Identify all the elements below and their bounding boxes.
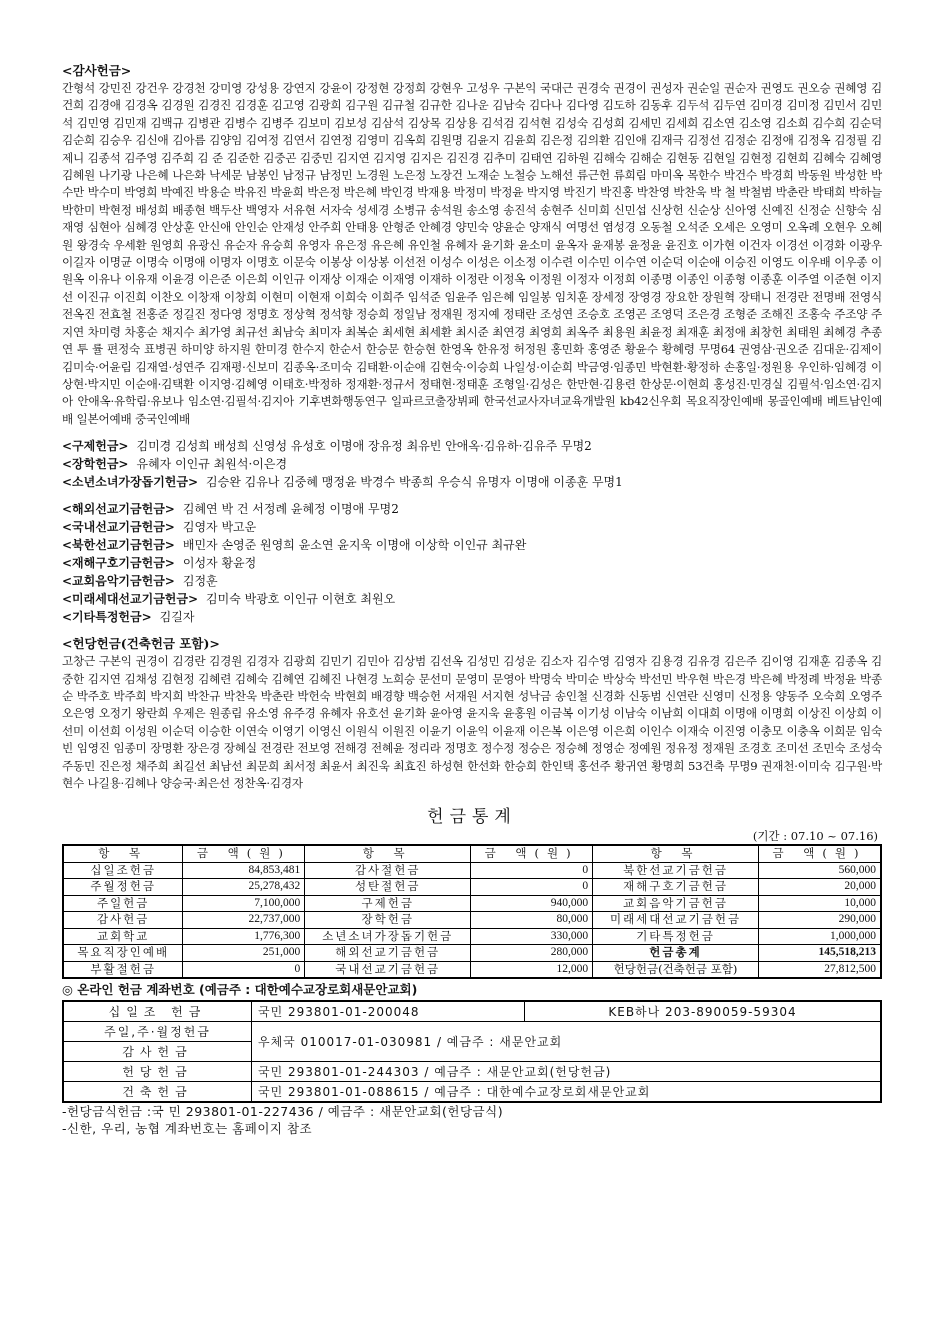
- table-row: [63, 862, 881, 879]
- nk-mission-title: <북한선교기금헌금>: [62, 538, 175, 553]
- domestic-mission-line: [62, 518, 882, 536]
- relief-group: [62, 437, 882, 491]
- item-amount: 251,000: [183, 945, 305, 962]
- item-label: 헌당헌금(건축헌금 포함): [593, 961, 759, 978]
- item-label: 장학헌금: [305, 912, 471, 929]
- col-header: 금 액(원): [183, 845, 305, 862]
- account-number: 국민 293801-01-088615 / 예금주 : 대한예수교장로회새문안교회: [252, 1082, 882, 1103]
- overseas-mission-names: 김혜연 박 건 서정례 윤혜정 이명애 무명2: [182, 502, 399, 517]
- item-amount: 1,000,000: [758, 928, 881, 945]
- future-gen-line: [62, 590, 882, 608]
- disaster-relief-title: <재해구호기금헌금>: [62, 556, 175, 571]
- item-amount: 12,000: [471, 961, 593, 978]
- audit-names: 간형석 강민진 강건우 강경천 강미영 강성용 강연지 강윤이 강정현 강정희 강현우 고성우 구본익 국대근 권경숙 권경이 권성자 권순일 권순자 권영도 권오승 권혜영 김건희 김경애 김경옥 김경원 김경진 김경훈 김고영 김광희 김구원 김규철 김규한 김나운 김남숙 김다나 김다영 김도하 김동후 김두석 김두연 김미경 김미정 김민서 김민석 김민영 김민재 김백규 김병관 김병수 김병주 김보미 김보성 김삼석 김상목 김상용 김석검 김석현 김성숙 김성희 김세민 김세희 김소연 김소영 김소희 김수희 김순덕 김순희 김승우 김신애 김아름 김양임 김여정 김연서 김연정 김영미 김옥희 김원명 김윤지 김윤희 김은정 김의환 김인애 김재극 김정선 김정순 김정애 김정옥 김정필 김제니 김종석 김주영 김주희 김 준 김준한 김중곤 김중민 김지연 김지영 김지은 김진경 김추미 김태연 김하원 김해숙 김해순 김현동 김현일 김현정 김현희 김혜숙 김혜영 김혜원 나기광 나은혜 나은화 낙세문 남봉인 남정규 남정민 노경원 노은정 노장건 노재순 노철승 노해선 류근헌 류희림 마미옥 목한수 박건수 박경희 박동원 박성한 박수만 박수미 박영희 박예진 박용순 박유진 박윤희 박은정 박은혜 박인경 박재용 박정미 박정윤 박지영 박진기 박진홍 박찬영 박찬욱 박 철 박철범 박춘란 박태희 박하늘 박한미 박현정 배성희 배종현 백두산 백영자 서유현 서자숙 성세경 소병규 송석원 송소영 송진석 송현주 신미희 신민섭 신상헌 신순상 신아영 신예진 신정순 신향숙 심재영 심현아 심혜경 안상훈 안신애 안인순 안재성 안주희 안태용 안형준 안혜경 양민숙 양윤순 양재식 여명선 염성경 오동철 오석준 오세은 오영미 오옥례 오현우 오혜원 왕경숙 우세환 원영희 유광신 유순자 유승희 유영자 유은정 유은혜 유인철 유혜자 윤기화 윤소미 윤옥자 윤재봉 윤정윤 윤진호 이가현 이건자 이경선 이경화 이광우 이길자 이명균 이명숙 이명애 이명자 이명호 이문숙 이봉상 이상봉 이선전 이성수 이성은 이소정 이수련 이수민 이수연 이순덕 이순애 이승진 이영도 이우배 이우종 이원옥 이유나 이유재 이윤경 이은준 이은희 이인규 이재상 이재순 이재영 이재하 이정란 이정옥 이정원 이정자 이정희 이종명 이종인 이종형 이종훈 이주열 이준현 이지선 이진규 이진희 이찬오 이창재 이창희 이현미 이현재 이희숙 이희주 임석준 임윤주 임은혜 임일봉 임치훈 장세정 장영경 장요한 장원혁 장태니 전경란 전명배 전영식 전옥진 전효철 전홍준 정길진 정다영 정명호 정상혁 정석향 정승희 정일남 정재원 정지예 정태란 조성연 조승호 조영곤 조영덕 조은경 조형준 조해진 조홍숙 주조양 주지연 차미령 차홍순 채지수 최가영 최규선 최남숙 최미자 최복순 최세현 최세환 최시준 최연경 최영희 최옥주 최용원 최윤정 최재훈 최정애 최창헌 최태원 최혜경 추종연 투 률 편정숙 표병권 하미양 하지원 한미경 한수지 한순서 한승문 한승현 한영옥 한유정 허정원 홍민화 홍영준 황윤수 황혜령 무명64 권영삼·권오준 김대운·김제이 김미숙·어윤림 김재열·성연주 김재평·신보미 김종옥·조미숙 김태환·이순애 김현숙·이승희 나일성·이순희 박금영·임종민 박현환·황정하 손홍일·정원용 우인하·임혜경 이상현·박지민 이순애·김택환 이지영·김혜영 이태호·박정하 정재환·정규서 정태현·정태훈 조형일·김성은 한만현·김용련 한상문·이현희 홍성진·민경실 김필석·임소연·김지아 안애옥·유학림·유보나 임소연·김필석·김지아 기후변화행동연구 일파르코출장뷔페 한국선교사자녀교육개발원 kb42신우회 목요직장인예배 몽골인예배 베트남인예배 일본어예배 중국인예배: [62, 81, 882, 426]
- col-header: 항 목: [63, 845, 183, 862]
- relief-names: 김미경 김성희 배성희 신영성 유성호 이명애 장유정 최유빈 안애옥·김유하·김유주 무명2: [136, 439, 592, 454]
- account-number: KEB하나 203-890059-59304: [525, 1001, 882, 1022]
- youth-aid-line: [62, 473, 882, 491]
- item-label: 국내선교기금헌금: [305, 961, 471, 978]
- item-label: 기타특정헌금: [593, 928, 759, 945]
- account-number: 국민 293801-01-244303 / 예금주 : 새문안교회(헌당헌금): [252, 1062, 882, 1082]
- item-label: 미래세대선교기금헌금: [593, 912, 759, 929]
- church-music-line: [62, 572, 882, 590]
- building-section-title: <헌당헌금(건축헌금 포함)>: [62, 636, 220, 652]
- account-row: [63, 1001, 881, 1022]
- domestic-mission-title: <국내선교기금헌금>: [62, 520, 175, 535]
- account-label: 주일,주·월정헌금: [63, 1022, 252, 1042]
- scholarship-title: <장학헌금>: [62, 457, 129, 472]
- relief-line: [62, 437, 882, 455]
- nk-mission-line: [62, 536, 882, 554]
- account-number: 국민 293801-01-200048: [252, 1001, 525, 1022]
- item-label: 성탄절헌금: [305, 879, 471, 896]
- item-label: 북한선교기금헌금: [593, 862, 759, 879]
- offering-stats-table: [62, 844, 882, 979]
- fasting-offering-note: -헌당금식헌금 :국 민 293801-01-227436 / 예금주 : 새문안교회(헌당금식): [62, 1104, 504, 1120]
- table-row: [63, 912, 881, 929]
- item-amount: 22,737,000: [183, 912, 305, 929]
- col-header: 항 목: [305, 845, 471, 862]
- stats-period: (기간 : 07.10 ~ 07.16): [752, 829, 878, 844]
- col-header: 항 목: [593, 845, 759, 862]
- item-amount: 27,812,500: [758, 961, 881, 978]
- table-header-row: [63, 845, 881, 862]
- item-label: 주일헌금: [63, 895, 183, 912]
- other-special-title: <기타특정헌금>: [62, 610, 152, 625]
- homepage-note: -신한, 우리, 농협 계좌번호는 홈페이지 참조: [62, 1121, 313, 1137]
- other-special-names: 김길자: [159, 610, 195, 625]
- item-amount: 25,278,432: [183, 879, 305, 896]
- table-row: [63, 945, 881, 962]
- item-label: 교회학교: [63, 928, 183, 945]
- scholarship-names: 유혜자 이인규 최원석·이은경: [136, 457, 288, 472]
- item-label: 감사헌금: [63, 912, 183, 929]
- audit-section-title: <감사헌금>: [62, 63, 132, 78]
- account-number: 우체국 010017-01-030981 / 예금주 : 새문안교회: [252, 1022, 882, 1062]
- account-label: 헌당헌금: [63, 1062, 252, 1082]
- item-label: 재해구호기금헌금: [593, 879, 759, 896]
- col-header: 금 액(원): [758, 845, 881, 862]
- item-amount: 80,000: [471, 912, 593, 929]
- scholarship-line: [62, 455, 882, 473]
- account-label: 건축헌금: [63, 1082, 252, 1103]
- future-gen-names: 김미숙 박광호 이인규 이현호 최원오: [206, 592, 396, 607]
- building-names: 고창근 구본익 권경이 김경란 김경원 김경자 김광희 김민기 김민아 김상범 김선옥 김성민 김성운 김소자 김수영 김영자 김용경 김유경 김은주 김이영 김재훈 김종옥 김중한 김지연 김채성 김현정 김혜련 김혜숙 김혜연 김혜진 나현경 노희승 문선미 문영미 문영아 박명숙 박미순 박상숙 박선민 박우현 박은경 박은혜 박정례 박정윤 박종순 박주호 박주희 박지희 박찬규 박찬욱 박춘란 박헌숙 박현희 배경향 백승헌 서재원 서지현 성낙금 송인철 신경화 신동범 신연란 신영미 신정용 양동주 오숙희 오영주 오은영 오정기 왕란희 우제은 원종림 유소영 유주경 유혜자 유호선 윤기화 윤아영 윤지욱 윤홍원 이금복 이기성 이남숙 이남희 이대희 이명애 이명희 이상진 이상희 이선미 이선희 이성원 이순덕 이승한 이연숙 이영기 이영신 이원식 이원진 이윤기 이윤익 이윤재 이은복 이은영 이은희 이인수 이재숙 이진영 이충모 이충옥 이희문 임숙빈 임영진 임종미 장명환 장은경 장혜실 전경란 전보영 전해경 전혜윤 정리라 정명호 정수정 정승은 정승혜 정영순 정예원 정유정 정재원 조경호 조미선 조민숙 조성숙 주동민 진은정 채주희 최길선 최남선 최문희 최서정 최윤서 최진욱 최효진 하성현 한선화 한승희 한인택 홍선주 황귀연 황명희 53건축 무명9 권재천·이미숙 김구원·박현수 나길용·김혜나 양승국·최은선 정찬옥·김경자: [62, 654, 882, 790]
- item-label: 십일조헌금: [63, 862, 183, 879]
- item-amount: 940,000: [471, 895, 593, 912]
- total-amount: 145,518,213: [758, 945, 881, 962]
- account-label: 감사헌금: [63, 1042, 252, 1062]
- overseas-mission-line: [62, 500, 882, 518]
- future-gen-title: <미래세대선교기금헌금>: [62, 592, 199, 607]
- item-label: 부활절헌금: [63, 961, 183, 978]
- other-special-line: [62, 608, 882, 626]
- overseas-mission-title: <해외선교기금헌금>: [62, 502, 175, 517]
- church-music-title: <교회음악기금헌금>: [62, 574, 175, 589]
- item-label: 교회음악기금헌금: [593, 895, 759, 912]
- account-row: [63, 1062, 881, 1082]
- item-label: 구제헌금: [305, 895, 471, 912]
- item-amount: 0: [471, 862, 593, 879]
- item-amount: 84,853,481: [183, 862, 305, 879]
- item-label: 소년소녀가장돕기헌금: [305, 928, 471, 945]
- item-amount: 0: [183, 961, 305, 978]
- item-amount: 290,000: [758, 912, 881, 929]
- item-amount: 1,776,300: [183, 928, 305, 945]
- item-label: 감사절헌금: [305, 862, 471, 879]
- online-accounts-title: ◎ 온라인 헌금 계좌번호 (예금주 : 대한예수교장로회새문안교회): [62, 982, 418, 998]
- table-row: [63, 895, 881, 912]
- item-amount: 20,000: [758, 879, 881, 896]
- online-accounts-table: [62, 1000, 882, 1103]
- stats-title: 헌금통계: [427, 807, 517, 828]
- col-header: 금 액(원): [471, 845, 593, 862]
- church-music-names: 김정훈: [182, 574, 218, 589]
- item-amount: 280,000: [471, 945, 593, 962]
- domestic-mission-names: 김영자 박고운: [182, 520, 257, 535]
- item-label: 주월정헌금: [63, 879, 183, 896]
- account-label: 십일조 헌금: [63, 1001, 252, 1022]
- disaster-relief-names: 이성자 황윤정: [182, 556, 257, 571]
- item-amount: 330,000: [471, 928, 593, 945]
- item-amount: 560,000: [758, 862, 881, 879]
- account-notes: [62, 1103, 882, 1137]
- item-label: 해외선교기금헌금: [305, 945, 471, 962]
- table-row: [63, 879, 881, 896]
- total-label: 헌금총계: [593, 945, 759, 962]
- account-row: [63, 1082, 881, 1103]
- bulletin-page: [62, 62, 882, 1137]
- item-amount: 7,100,000: [183, 895, 305, 912]
- mission-group: [62, 500, 882, 626]
- relief-title: <구제헌금>: [62, 439, 129, 454]
- item-label: 목요직장인예배: [63, 945, 183, 962]
- youth-aid-title: <소년소녀가장돕기헌금>: [62, 475, 199, 490]
- nk-mission-names: 배민자 손영준 원영희 윤소연 윤지욱 이명애 이상학 이인규 최규완: [182, 538, 527, 553]
- account-row: [63, 1022, 881, 1042]
- disaster-relief-line: [62, 554, 882, 572]
- table-row: [63, 961, 881, 978]
- table-row: [63, 928, 881, 945]
- youth-aid-names: 김승완 김유나 김중혜 맹정윤 박경수 박종희 우승식 유명자 이명애 이종훈 무명1: [206, 475, 623, 490]
- item-amount: 10,000: [758, 895, 881, 912]
- item-amount: 0: [471, 879, 593, 896]
